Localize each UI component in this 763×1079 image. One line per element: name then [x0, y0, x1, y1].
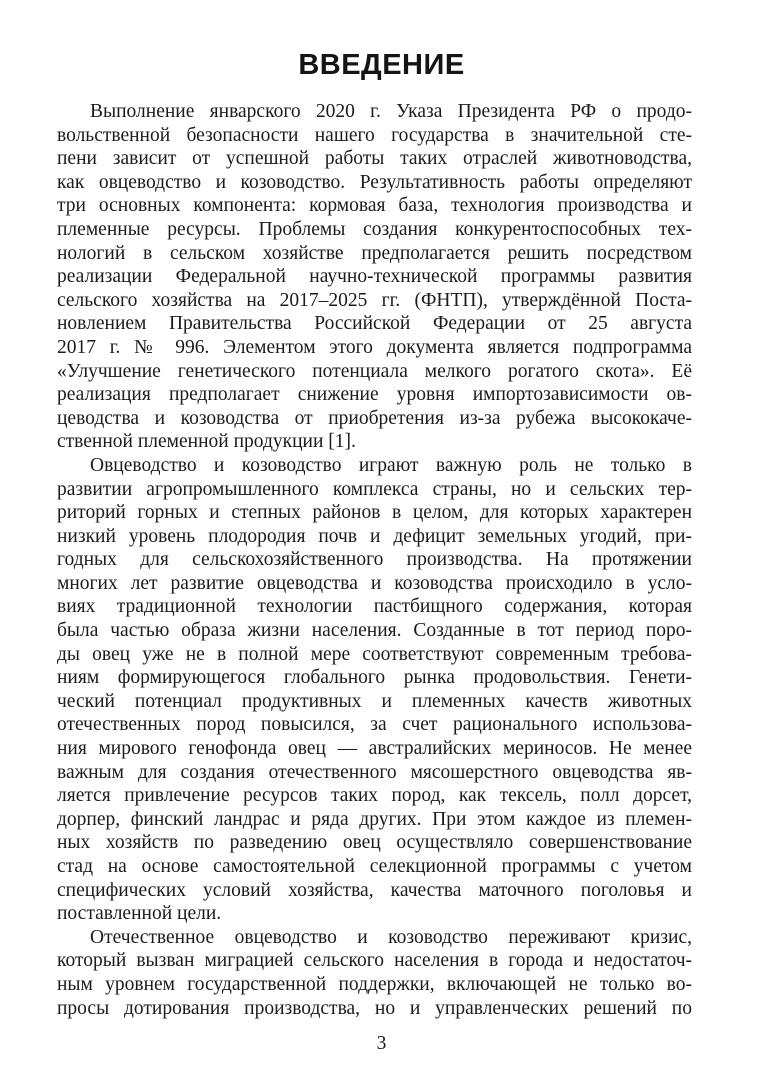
- text-line: ляется привлечение ресурсов таких пород, как тексель, полл дорсет,: [57, 785, 692, 807]
- text-line: Овцеводство и козоводство играют важную роль не только в: [90, 454, 692, 476]
- text-line: реализации Федеральной научно-технической программы развития: [57, 266, 692, 288]
- text-line: важным для создания отечественного мясошерстного овцеводства яв-: [57, 761, 692, 783]
- text-line: виях традиционной технологии пастбищного содержания, которая: [57, 596, 692, 618]
- text-line: была частью образа жизни населения. Созданные в тот период поро-: [57, 620, 692, 642]
- text-line: пени зависит от успешной работы таких отраслей животноводства,: [57, 148, 692, 170]
- text-line: многих лет развитие овцеводства и козоводства происходило в усло-: [57, 572, 692, 594]
- text-line: низкий уровень плодородия почв и дефицит земельных угодий, при-: [57, 525, 692, 547]
- text-line: риторий горных и степных районов в целом, для которых характерен: [57, 502, 692, 524]
- paragraph: [57, 926, 692, 1020]
- text-line: Отечественное овцеводство и козоводство переживают кризис,: [90, 926, 692, 948]
- document-body: [57, 100, 692, 1020]
- text-line: вольственной безопасности нашего государства в значительной сте-: [57, 124, 692, 146]
- text-line: ных хозяйств по разведению овец осуществляло совершенствование: [57, 832, 692, 854]
- text-line: поставленной цели.: [57, 903, 222, 925]
- text-line: развитии агропромышленного комплекса страны, но и сельских тер-: [57, 478, 692, 500]
- text-line: годных для сельскохозяйственного производства. На протяжении: [57, 549, 692, 571]
- paragraph: [57, 100, 692, 454]
- text-line: просы дотирования производства, но и управленческих решений по: [57, 997, 692, 1019]
- text-line: племенные ресурсы. Проблемы создания конкурентоспособных тех-: [57, 218, 692, 240]
- text-line: который вызван миграцией сельского населения в города и недостаточ-: [57, 950, 692, 972]
- text-line: 2017 г. № 996. Элементом этого документа является подпрограмма: [57, 336, 692, 358]
- text-line: стад на основе самостоятельной селекционной программы с учетом: [57, 856, 692, 877]
- text-line: ниям формирующегося глобального рынка продовольствия. Генети-: [57, 667, 692, 689]
- text-line: ным уровнем государственной поддержки, включающей не только во-: [57, 973, 692, 995]
- text-line: три основных компонента: кормовая база, технология производства и: [57, 195, 692, 217]
- text-line: как овцеводство и козоводство. Результативность работы определяют: [57, 171, 692, 193]
- text-line: дорпер, финский ландрас и ряда других. При этом каждое из племен-: [57, 808, 692, 830]
- text-line: сельского хозяйства на 2017–2025 гг. (ФНТП), утверждённой Поста-: [57, 289, 692, 311]
- page-number: 3: [376, 1033, 387, 1054]
- text-line: цеводства и козоводства от приобретения из-за рубежа высококаче-: [57, 407, 692, 429]
- text-line: ческий потенциал продуктивных и племенных качеств животных: [57, 690, 692, 712]
- text-line: ния мирового генофонда овец — австралийских мериносов. Не менее: [57, 738, 692, 760]
- text-line: нологий в сельском хозяйстве предполагается решить посредством: [57, 242, 692, 264]
- text-line: ды овец уже не в полной мере соответствуют современным требова-: [57, 643, 692, 665]
- page-title: ВВЕДЕНИЕ: [298, 49, 465, 81]
- text-line: новлением Правительства Российской Федерации от 25 августа: [57, 313, 692, 335]
- text-line: специфических условий хозяйства, качества маточного поголовья и: [57, 879, 692, 901]
- text-line: Выполнение январского 2020 г. Указа Президента РФ о продо-: [90, 101, 692, 122]
- paragraph: [57, 454, 692, 926]
- text-line: «Улучшение генетического потенциала мелкого рогатого скота». Её: [57, 360, 692, 382]
- text-line: реализация предполагает снижение уровня импортозависимости ов-: [57, 384, 692, 406]
- text-line: отечественных пород повысился, за счет рационального использова-: [57, 714, 692, 736]
- text-line: ственной племенной продукции [1].: [57, 431, 356, 453]
